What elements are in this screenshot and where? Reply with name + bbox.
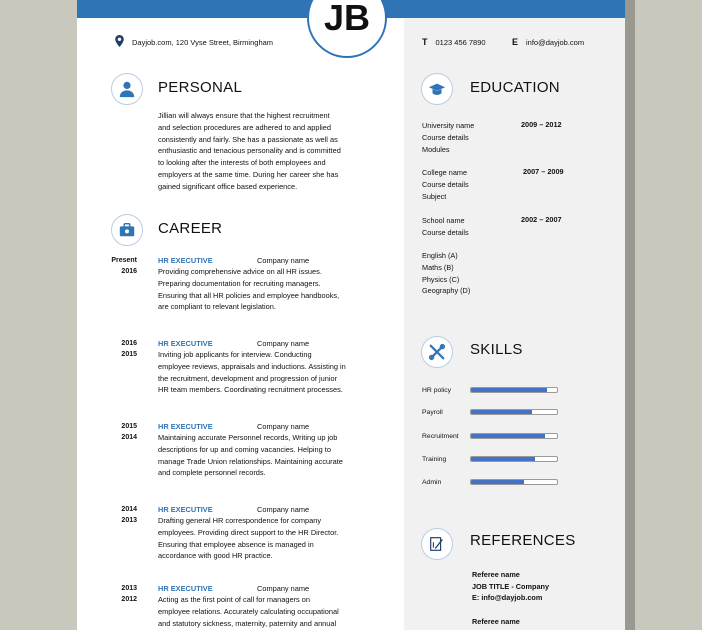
person-icon: [111, 73, 143, 105]
education-entry: [422, 120, 474, 155]
summary-line: and selection procedures are adhered to and applied: [158, 122, 331, 132]
skill-label: Training: [422, 456, 447, 463]
education-entry: [422, 167, 469, 202]
education-dates: 2007 – 2009: [523, 167, 564, 176]
job-date-end: 2016: [121, 340, 137, 347]
skill-label: Payroll: [422, 409, 443, 416]
job-line: Drafting general HR correspondence for company: [158, 516, 322, 525]
job-line: Inviting job applicants for interview. Conducting: [158, 350, 312, 359]
career-title: CAREER: [158, 220, 223, 237]
job-date-start: 2016: [121, 268, 137, 275]
skill-bar: [470, 433, 558, 439]
skill-fill: [471, 388, 547, 392]
personal-summary: [158, 110, 341, 193]
job-dates: [99, 421, 137, 443]
reference-entry: [472, 616, 520, 628]
job-date-end: 2015: [121, 423, 137, 430]
grade-line: Maths (B): [422, 262, 454, 272]
job-title: HR EXECUTIVE: [158, 422, 213, 431]
job-date-start: 2014: [121, 434, 137, 441]
job-dates: [99, 338, 137, 360]
job-line: manage Trade Union relationships. Maintaining accurate: [158, 456, 343, 466]
job-entry: [158, 583, 376, 629]
subject: Subject: [422, 191, 447, 201]
job-line: accordance with good HR practice.: [158, 551, 273, 561]
skill-bar: [470, 387, 558, 393]
job-dates: [99, 504, 137, 526]
job-title: HR EXECUTIVE: [158, 339, 213, 348]
job-entry: [158, 504, 376, 562]
job-date-end: 2013: [121, 585, 137, 592]
job-line: employees. Providing direct support to the HR Director.: [158, 527, 339, 537]
summary-line: enthusiastic and tenacious personality and is committed: [158, 146, 341, 156]
skill-label: Recruitment: [422, 433, 459, 440]
course-details: Course details: [422, 227, 469, 237]
job-line: HR team members. Coordinating recruitment processes.: [158, 385, 343, 395]
contact-email: [512, 37, 584, 47]
job-line: descriptions for up and coming vacancies. Helping to: [158, 444, 331, 454]
education-dates: 2002 – 2007: [521, 215, 562, 224]
job-line: Ensuring that all HR policies and employee handbooks,: [158, 290, 340, 300]
graduation-cap-icon: [421, 73, 453, 105]
references-title: REFERENCES: [470, 532, 576, 549]
job-title: HR EXECUTIVE: [158, 505, 213, 514]
job-entry: [158, 338, 376, 396]
job-date-start: 2012: [121, 596, 137, 603]
company-name: Company name: [257, 505, 310, 514]
referee-job: JOB TITLE - Company: [472, 581, 550, 591]
skill-bar: [470, 479, 558, 485]
tools-icon: [421, 336, 453, 368]
institution: School name: [422, 216, 465, 225]
course-details: Course details: [422, 132, 469, 142]
cv-page: [77, 0, 625, 630]
skills-title: SKILLS: [470, 341, 523, 358]
subject-grades: [422, 250, 470, 297]
institution: College name: [422, 168, 468, 177]
summary-line: to looking after the interests of both employees and: [158, 158, 326, 168]
skill-label: Admin: [422, 479, 442, 486]
summary-line: consistently and fairly. She has a passionate as well as: [158, 134, 338, 144]
location-pin-icon: [115, 35, 124, 47]
grade-line: Physics (C): [422, 274, 460, 284]
document-pen-icon: [421, 528, 453, 560]
contact-phone: [422, 37, 486, 47]
job-line: Maintaining accurate Personnel records, Writing up job: [158, 433, 338, 442]
job-entry: [158, 421, 376, 479]
skill-bar: [470, 409, 558, 415]
email-label: E: [512, 37, 519, 47]
job-dates: [99, 583, 137, 605]
job-line: employee reviews, appraisals and inductions. Assisting in: [158, 361, 346, 371]
company-name: Company name: [257, 339, 310, 348]
course-details: Course details: [422, 179, 469, 189]
job-line: Preparing documentation for recruiting managers.: [158, 278, 321, 288]
monogram: JB: [307, 0, 387, 58]
job-date-end: Present: [111, 257, 137, 264]
email-value: info@dayjob.com: [526, 38, 585, 47]
job-date-start: 2015: [121, 351, 137, 358]
job-dates: [99, 255, 137, 277]
job-line: Ensuring that employee absence is managed in: [158, 539, 314, 549]
company-name: Company name: [257, 584, 310, 593]
job-line: the recruitment, development and progression of junior: [158, 373, 338, 383]
job-line: Providing comprehensive advice on all HR issues.: [158, 267, 322, 276]
personal-title: PERSONAL: [158, 79, 243, 96]
skill-fill: [471, 434, 545, 438]
referee-email: E: info@dayjob.com: [472, 593, 543, 602]
grade-line: Geography (D): [422, 286, 471, 296]
job-line: employee relations. Accurately calculating occupational: [158, 606, 339, 616]
phone-label: T: [422, 37, 428, 47]
skill-fill: [471, 480, 524, 484]
job-date-end: 2014: [121, 506, 137, 513]
skill-label: HR policy: [422, 387, 452, 394]
referee-name: Referee name: [472, 617, 520, 626]
job-date-start: 2013: [121, 517, 137, 524]
referee-name: Referee name: [472, 570, 520, 579]
grade-line: English (A): [422, 251, 458, 260]
summary-line: employers at the same time. During her career she has: [158, 169, 339, 179]
skill-fill: [471, 457, 535, 461]
education-title: EDUCATION: [470, 79, 560, 96]
company-name: Company name: [257, 422, 310, 431]
job-line: and complete personnel records.: [158, 468, 266, 478]
job-line: and statutory sickness, maternity, paternity and annual: [158, 618, 337, 628]
company-name: Company name: [257, 256, 310, 265]
job-entry: [158, 255, 376, 313]
job-title: HR EXECUTIVE: [158, 256, 213, 265]
job-line: are compliant to relevant legislation.: [158, 302, 276, 312]
institution: University name: [422, 121, 475, 130]
education-dates: 2009 – 2012: [521, 120, 562, 129]
contact-address: Dayjob.com, 120 Vyse Street, Birmingham: [132, 38, 274, 47]
skill-fill: [471, 410, 532, 414]
phone-value: 0123 456 7890: [435, 38, 486, 47]
summary-line: gained significant office based experience.: [158, 181, 298, 191]
reference-entry: [472, 569, 549, 604]
modules: Modules: [422, 144, 450, 154]
summary-line: Jillian will always ensure that the highest recruitment: [158, 111, 330, 120]
job-title: HR EXECUTIVE: [158, 584, 213, 593]
briefcase-icon: [111, 214, 143, 246]
education-entry: [422, 215, 469, 239]
skill-bar: [470, 456, 558, 462]
job-line: Acting as the first point of call for managers on: [158, 595, 310, 604]
